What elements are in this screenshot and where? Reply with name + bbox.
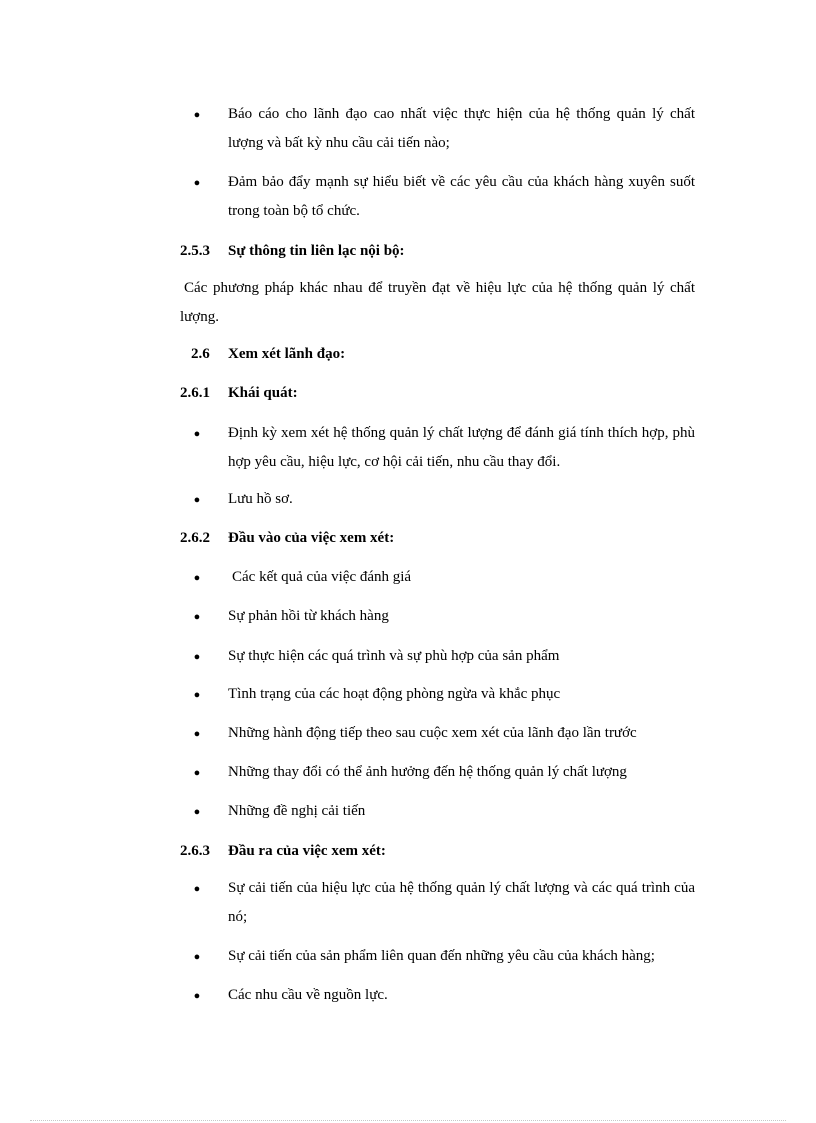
list-item: Những hành động tiếp theo sau cuộc xem xét của lãnh đạo lần trước <box>228 725 637 741</box>
bullet-dot: ● <box>193 572 201 584</box>
section-heading-2-6-2 <box>180 528 394 548</box>
bullet-dot: ● <box>193 611 201 623</box>
bullet-dot: ● <box>193 428 201 440</box>
list-item: Sự cải tiến của sản phẩm liên quan đến những yêu cầu của khách hàng; <box>228 948 655 964</box>
list-item: Các nhu cầu về nguồn lực. <box>228 987 388 1003</box>
section-heading-2-6-1 <box>180 383 298 403</box>
list-item: Lưu hồ sơ. <box>228 491 293 507</box>
section-title: Sự thông tin liên lạc nội bộ: <box>228 243 405 259</box>
list-item: Sự thực hiện các quá trình và sự phù hợp của sản phẩm <box>228 648 560 664</box>
section-number: 2.6.2 <box>180 530 210 546</box>
section-number: 2.6.1 <box>180 385 210 401</box>
bullet-dot: ● <box>193 689 201 701</box>
list-item: Định kỳ xem xét hệ thống quản lý chất lượng để đánh giá tính thích hợp, phù hợp yêu cầu, hiệu lực, cơ hội cải tiến, nhu cầu thay đổi. <box>228 425 695 470</box>
bullet-dot: ● <box>193 767 201 779</box>
section-heading-2-5-3 <box>180 241 405 261</box>
section-title: Đầu vào của việc xem xét: <box>228 530 395 546</box>
bullet-dot: ● <box>193 728 201 740</box>
bullet-dot: ● <box>193 806 201 818</box>
list-item: Các kết quả của việc đánh giá <box>232 569 412 585</box>
bullet-dot: ● <box>193 651 201 663</box>
list-item: Những thay đổi có thể ảnh hưởng đến hệ thống quản lý chất lượng <box>228 764 627 780</box>
list-item: Đảm bảo đẩy mạnh sự hiểu biết về các yêu cầu của khách hàng xuyên suốt trong toàn bộ tổ chức. <box>228 174 695 219</box>
bullet-dot: ● <box>193 177 201 189</box>
section-heading-2-6 <box>191 344 345 364</box>
bullet-dot: ● <box>193 990 201 1002</box>
bullet-dot: ● <box>193 883 201 895</box>
list-item: Sự phản hồi từ khách hàng <box>228 608 389 624</box>
section-heading-2-6-3 <box>180 841 386 861</box>
list-item: Báo cáo cho lãnh đạo cao nhất việc thực hiện của hệ thống quản lý chất lượng và bất kỳ nhu cầu cải tiến nào; <box>228 106 695 151</box>
section-number: 2.6 <box>191 346 210 362</box>
list-item: Tình trạng của các hoạt động phòng ngừa và khắc phục <box>228 686 561 702</box>
bullet-dot: ● <box>193 109 201 121</box>
list-item: Những đề nghị cải tiến <box>228 803 366 819</box>
section-number: 2.5.3 <box>180 243 210 259</box>
section-title: Xem xét lãnh đạo: <box>228 346 346 362</box>
bullet-dot: ● <box>193 951 201 963</box>
page-bottom-rule <box>30 1120 786 1121</box>
section-paragraph: Các phương pháp khác nhau để truyền đạt về hiệu lực của hệ thống quản lý chất lượng. <box>180 280 695 325</box>
list-item: Sự cải tiến của hiệu lực của hệ thống quản lý chất lượng và các quá trình của nó; <box>228 880 695 925</box>
section-number: 2.6.3 <box>180 843 210 859</box>
section-title: Đầu ra của việc xem xét: <box>228 843 386 859</box>
bullet-dot: ● <box>193 494 201 506</box>
section-title: Khái quát: <box>228 385 298 401</box>
